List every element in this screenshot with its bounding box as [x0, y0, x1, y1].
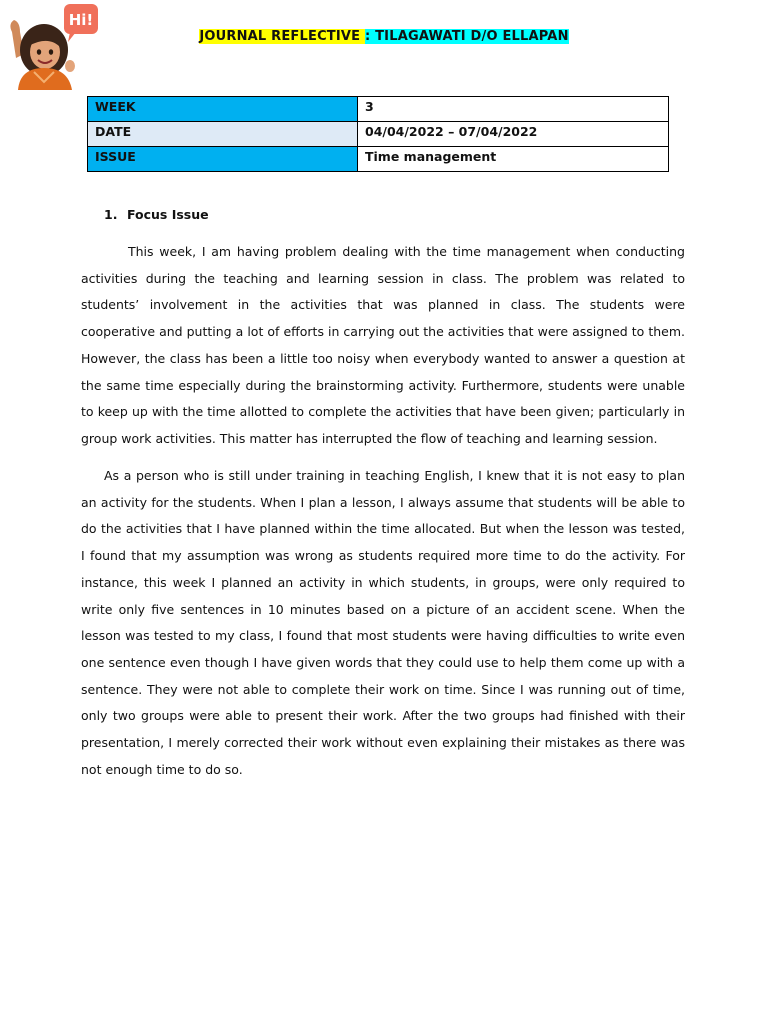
- avatar-bubble-text: Hi!: [68, 11, 94, 29]
- title-author: : TILAGAWATI D/O ELLAPAN: [364, 29, 569, 44]
- table-row: [88, 122, 669, 147]
- issue-label: ISSUE: [88, 147, 358, 172]
- week-label: WEEK: [88, 97, 358, 122]
- journal-title: [0, 29, 768, 44]
- paragraph-2: As a person who is still under training in teaching English, I knew that it is not easy to plan an activity for the students. When I plan a lesson, I always assume that students will be able to do the activities that I have planned within the time allocated. But when the lesson was tested, I found that my assumption was wrong as students required more time to do the activity. For instance, this week I planned an activity in which students, in groups, were only required to write only five sentences in 10 minutes based on a picture of an accident scene. When the lesson was tested to my class, I found that most students were having difficulties to write even one sentence even though I have given words that they could use to help them come up with a sentence. They were not able to complete their work on time. Since I was running out of time, only two groups were able to present their work. After the two groups had finished with their presentation, I merely corrected their work without even explaining their mistakes as there was not enough time to do so.: [81, 468, 685, 777]
- week-value: 3: [358, 97, 669, 122]
- info-table: [87, 96, 669, 172]
- table-row: [88, 147, 669, 172]
- paragraph-1: This week, I am having problem dealing with the time management when conducting activities during the teaching and learning session in class. The problem was related to students’ involvement in the activities that was planned in class. The students were cooperative and putting a lot of efforts in carrying out the activities that were assigned to them. However, the class has been a little too noisy when everybody wanted to answer a question at the same time especially during the brainstorming activity. Furthermore, students were unable to keep up with the time allotted to complete the activities that have been given; particularly in group work activities. This matter has interrupted the flow of teaching and learning session.: [81, 244, 685, 446]
- section-heading: [104, 207, 209, 222]
- section-title: Focus Issue: [127, 207, 209, 222]
- section-number: 1.: [104, 207, 118, 222]
- table-row: [88, 97, 669, 122]
- issue-value: Time management: [358, 147, 669, 172]
- title-label: JOURNAL REFLECTIVE: [199, 29, 365, 44]
- date-value: 04/04/2022 – 07/04/2022: [358, 122, 669, 147]
- date-label: DATE: [88, 122, 358, 147]
- waving-girl-avatar-icon: [4, 2, 100, 90]
